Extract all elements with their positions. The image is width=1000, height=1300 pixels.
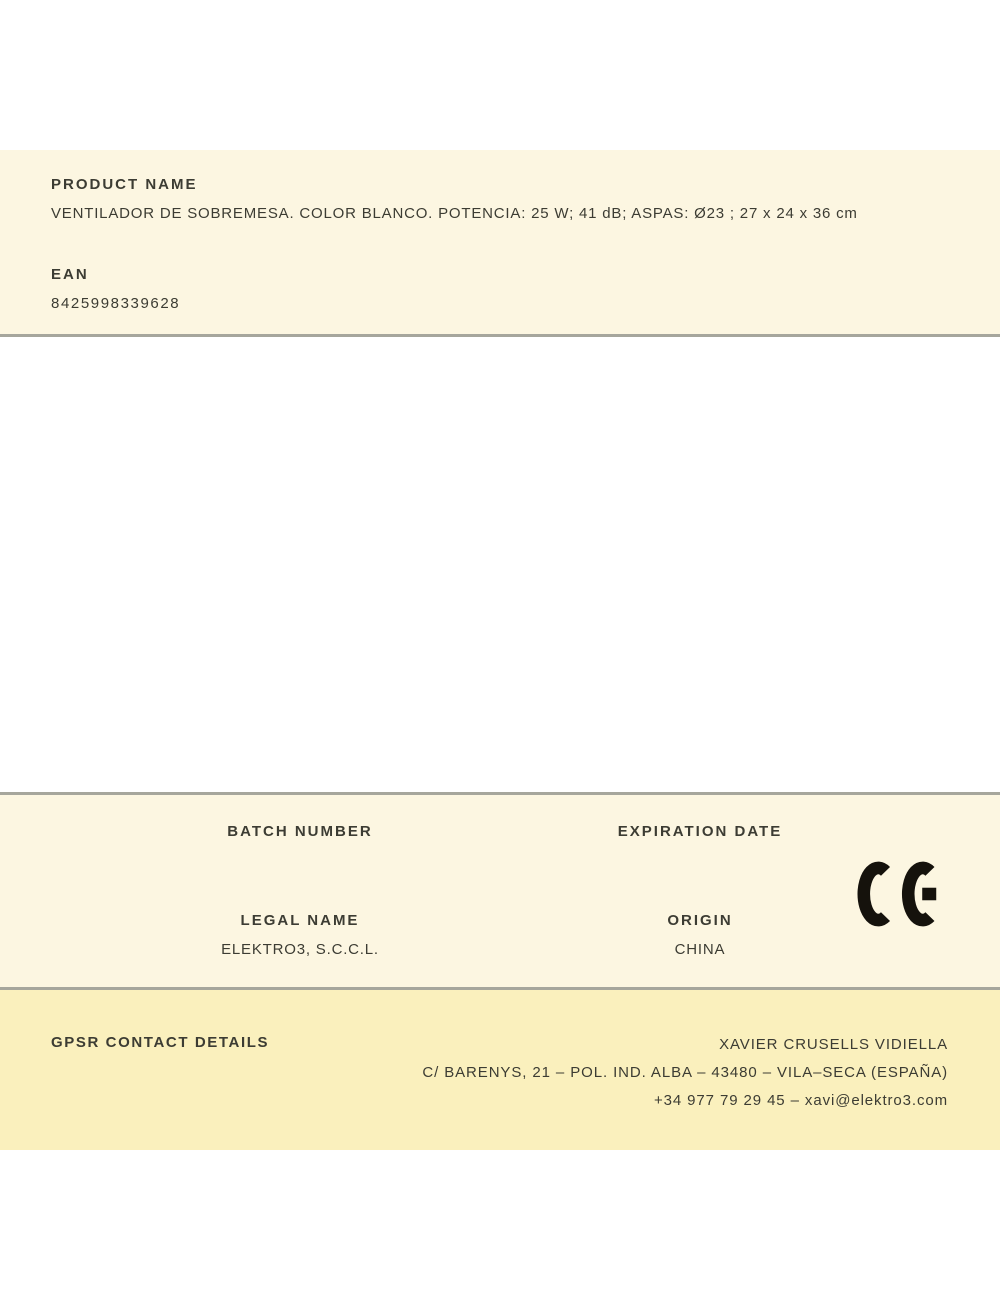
contact-address: C/ BARENYS, 21 – POL. IND. ALBA – 43480 – VILA–SECA (ESPAÑA) xyxy=(422,1064,948,1081)
ean-label: EAN xyxy=(51,266,89,283)
batch-number-label: BATCH NUMBER xyxy=(227,823,373,840)
batch-info-section xyxy=(0,792,1000,990)
ean-value: 8425998339628 xyxy=(51,295,181,312)
expiration-date-label: EXPIRATION DATE xyxy=(617,823,783,840)
gpsr-contact-section xyxy=(0,990,1000,1150)
origin-label: ORIGIN xyxy=(667,912,733,929)
product-info-section xyxy=(0,150,1000,337)
product-name-value: VENTILADOR DE SOBREMESA. COLOR BLANCO. POTENCIA: 25 W; 41 dB; ASPAS: Ø23 ; 27 x 24 x 36 cm xyxy=(51,205,858,222)
contact-phone-email: +34 977 79 29 45 – xavi@elektro3.com xyxy=(653,1092,948,1109)
legal-name-label: LEGAL NAME xyxy=(240,912,360,929)
legal-name-value: ELEKTRO3, S.C.C.L. xyxy=(221,941,379,958)
contact-person-name: XAVIER CRUSELLS VIDIELLA xyxy=(719,1036,948,1053)
gpsr-contact-label: GPSR CONTACT DETAILS xyxy=(51,1034,270,1051)
gpsr-contact-block xyxy=(422,1031,948,1115)
product-name-label: PRODUCT NAME xyxy=(51,176,198,193)
origin-value: CHINA xyxy=(674,941,726,958)
ce-mark-icon xyxy=(857,860,943,928)
